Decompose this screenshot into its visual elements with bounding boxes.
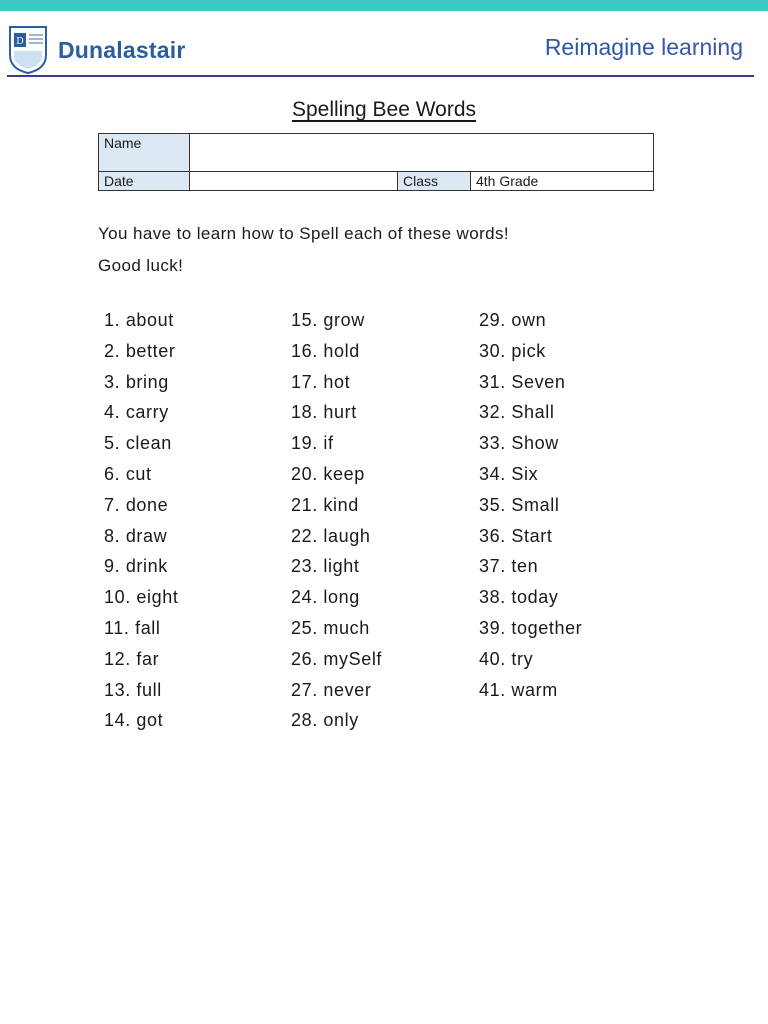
slogan bbox=[545, 34, 743, 61]
student-info-table bbox=[98, 133, 654, 191]
word-item: 16. hold bbox=[291, 340, 360, 361]
word-item: 29. own bbox=[479, 310, 547, 330]
svg-text:D: D bbox=[16, 36, 24, 47]
word-item: 10. eight bbox=[104, 587, 179, 608]
word-item: 18. hurt bbox=[291, 402, 357, 423]
word-item: 39. together bbox=[479, 617, 583, 638]
header bbox=[0, 11, 768, 75]
word-item: 3. bring bbox=[104, 371, 169, 392]
word-item: 7. done bbox=[104, 494, 169, 515]
date-field[interactable] bbox=[190, 172, 398, 191]
word-item: 24. long bbox=[291, 587, 360, 608]
name-field[interactable] bbox=[190, 134, 654, 172]
word-item: 15. grow bbox=[291, 310, 365, 330]
top-accent-bar bbox=[0, 0, 768, 11]
word-item: 38. today bbox=[479, 587, 559, 608]
date-label: Date bbox=[99, 172, 190, 191]
word-item: 4. carry bbox=[104, 402, 169, 423]
word-item: 13. full bbox=[104, 679, 162, 700]
header-divider bbox=[7, 75, 754, 77]
word-item: 36. Start bbox=[479, 525, 553, 546]
word-item: 17. hot bbox=[291, 371, 351, 392]
word-item: 32. Shall bbox=[479, 402, 555, 423]
word-item: 25. much bbox=[291, 617, 370, 638]
slogan-word-1: Reimagine bbox=[544, 34, 655, 60]
word-item: 31. Seven bbox=[479, 371, 566, 392]
instruction-line-2: Good luck! bbox=[98, 256, 184, 275]
word-item: 2. better bbox=[104, 340, 176, 361]
word-item: 33. Show bbox=[479, 433, 559, 454]
word-item: 11. fall bbox=[104, 617, 161, 638]
word-item: 27. never bbox=[291, 679, 372, 700]
word-column-3 bbox=[479, 310, 582, 710]
word-item: 6. cut bbox=[104, 463, 152, 484]
word-item: 1. about bbox=[104, 310, 174, 330]
word-item: 5. clean bbox=[104, 433, 172, 454]
word-item: 23. light bbox=[291, 556, 360, 577]
word-item: 14. got bbox=[104, 710, 164, 731]
brand-name: Dunalastair bbox=[58, 36, 186, 63]
name-label: Name bbox=[99, 134, 190, 172]
word-item: 41. warm bbox=[479, 679, 558, 700]
class-label: Class bbox=[398, 172, 471, 191]
word-item: 9. drink bbox=[104, 556, 168, 577]
word-item: 26. mySelf bbox=[291, 648, 383, 669]
class-field[interactable]: 4th Grade bbox=[471, 172, 654, 191]
instructions bbox=[98, 218, 509, 282]
word-column-2 bbox=[291, 310, 382, 741]
word-item: 20. keep bbox=[291, 463, 365, 484]
word-item: 40. try bbox=[479, 648, 534, 669]
word-item: 22. laugh bbox=[291, 525, 371, 546]
instruction-line-1: You have to learn how to Spell each of these words! bbox=[98, 224, 510, 243]
word-item: 21. kind bbox=[291, 494, 359, 515]
slogan-word-2: learning bbox=[661, 34, 743, 60]
word-column-1 bbox=[104, 310, 178, 741]
school-crest-icon bbox=[8, 25, 48, 75]
word-item: 34. Six bbox=[479, 463, 539, 484]
word-item: 37. ten bbox=[479, 556, 539, 577]
word-item: 35. Small bbox=[479, 494, 560, 515]
word-item: 8. draw bbox=[104, 525, 168, 546]
word-item: 28. only bbox=[291, 710, 359, 731]
word-item: 30. pick bbox=[479, 340, 546, 361]
word-item: 12. far bbox=[104, 648, 160, 669]
logo bbox=[8, 25, 185, 75]
page-title: Spelling Bee Words bbox=[291, 98, 477, 121]
word-item: 19. if bbox=[291, 433, 334, 454]
